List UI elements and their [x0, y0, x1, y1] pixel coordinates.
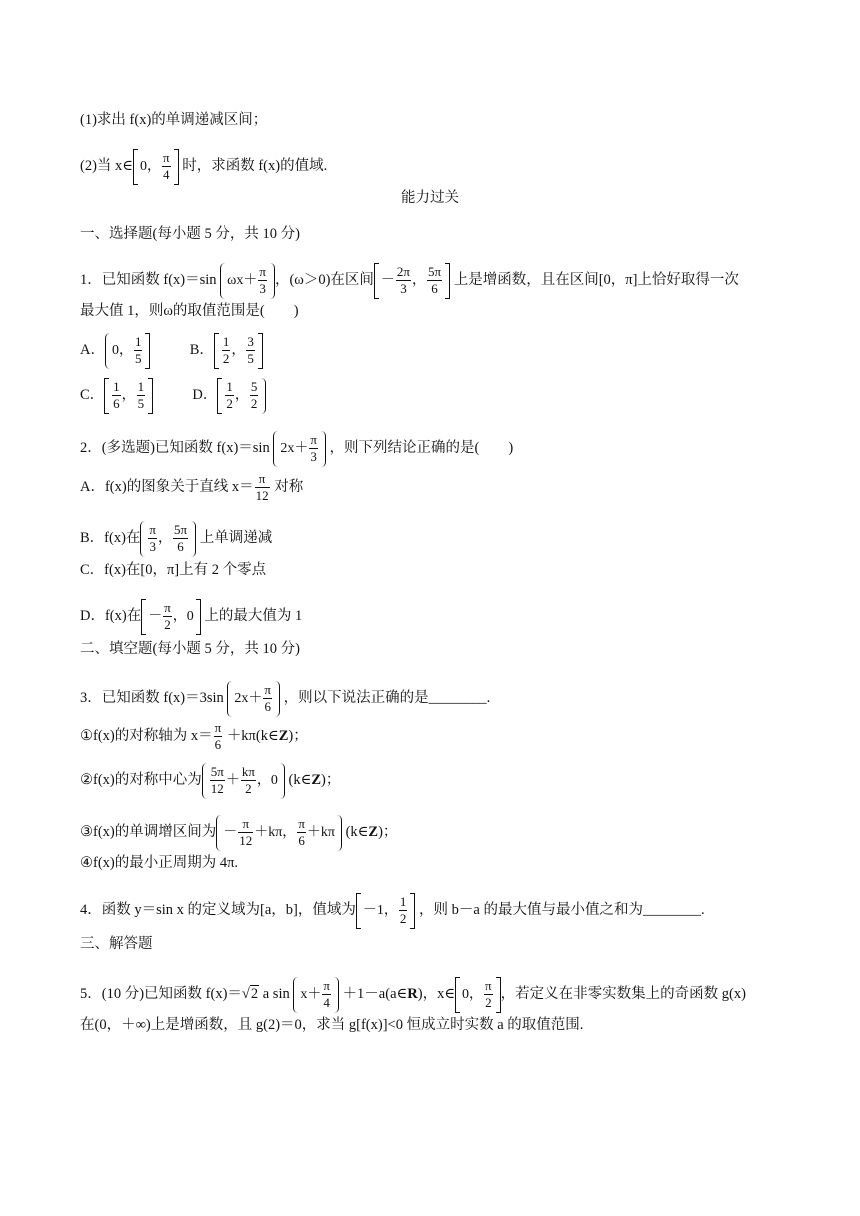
question-1-line-1: 1．已知函数 f(x)＝sin ωx＋ $\frac{\pi}{3}$ ，(ω＞0)在区间 － $\frac{2\pi}{3}$ ， $\frac{5\pi}{6}$ 上是增函数，且在区间[0，π]上恰好取得一次 [80, 260, 780, 301]
option-d: D． $\frac{1}{2}$ ， $\frac{5}{2}$ [192, 387, 266, 403]
question-1-options-cd [80, 375, 780, 416]
option-c: C． $\frac{1}{6}$ ， $\frac{1}{5}$ [80, 387, 153, 403]
sqrt: √2 [241, 986, 259, 1002]
prev-question-part-1: (1)求出 f(x)的单调递减区间； [80, 112, 268, 128]
fraction: $\frac{2\pi}{3}$ [396, 264, 410, 297]
fraction: $\frac{\pi}{4}$ [163, 150, 170, 183]
question-3-item-1: ①f(x)的对称轴为 x＝ $\frac{\pi}{6}$ ＋kπ(k∈Z)； [80, 720, 308, 753]
question-3-item-4: ④f(x)的最小正周期为 4π. [80, 855, 239, 871]
question-3-item-3: ③f(x)的单调增区间为 － $\frac{\pi}{12}$ ＋kπ， $\frac{\pi}{6}$ ＋kπ (k∈Z)； [80, 812, 780, 853]
fraction: $\frac{\pi}{3}$ [259, 264, 266, 297]
section-title: 能力过关 [401, 190, 459, 206]
question-2-option-c: C．f(x)在[0，π]上有 2 个零点 [80, 562, 267, 578]
prev-question-part-2: (2)当 x∈ 0， $\frac{\pi}{4}$ 时，求函数 f(x)的值域. [80, 146, 780, 187]
part2-heading: 二、填空题(每小题 5 分，共 10 分) [80, 641, 300, 657]
question-4: 4．函数 y＝sin x 的定义域为[a，b]，值域为 －1， $\frac{1}{2}$ ，则 b－a 的最大值与最小值之和为________. [80, 890, 780, 931]
question-3-item-2: ②f(x)的对称中心为 $\frac{5\pi}{12}$ ＋ $\frac{k\pi}{2}$ ，0 (k∈Z)； [80, 760, 780, 801]
question-2-stem: 2．(多选题)已知函数 f(x)＝sin 2x＋ $\frac{\pi}{3}$ ，则下列结论正确的是( ) [80, 428, 780, 469]
question-3-stem: 3．已知函数 f(x)＝3sin 2x＋ $\frac{\pi}{6}$ ，则以下说法正确的是________. [80, 678, 780, 719]
interval-bracket: － $\frac{2\pi}{3}$ ， $\frac{5\pi}{6}$ [374, 261, 450, 301]
question-2-option-b: B．f(x)在 $\frac{\pi}{3}$ ， $\frac{5\pi}{6}$ 上单调递减 [80, 518, 780, 559]
question-1-options-ab [80, 330, 780, 371]
part3-heading: 三、解答题 [80, 936, 153, 952]
question-5-line-2: 在(0，＋∞)上是增函数，且 g(2)＝0，求当 g[f(x)]<0 恒成立时实数 a 的取值范围. [80, 1017, 584, 1033]
option-b: B． $\frac{1}{2}$ ， $\frac{3}{5}$ [190, 342, 263, 358]
question-2-option-d: D．f(x)在 － $\frac{\pi}{2}$ ，0 上的最大值为 1 [80, 596, 780, 637]
fraction: $\frac{5\pi}{6}$ [428, 264, 442, 297]
paren-group: ωx＋ $\frac{\pi}{3}$ [220, 261, 275, 301]
question-5-line-1: 5．(10 分)已知函数 f(x)＝√2 a sin x＋ $\frac{\pi}{4}$ ＋1－a(a∈R)，x∈ 0， $\frac{\pi}{2}$ ，若定义在非零实数集上的奇函数 g(x) [80, 974, 780, 1015]
question-1-line-2: 最大值 1，则ω的取值范围是( ) [80, 303, 299, 319]
interval-bracket: 0， $\frac{\pi}{4}$ [133, 147, 179, 187]
question-2-option-a: A．f(x)的图象关于直线 x＝ $\frac{\pi}{12}$ 对称 [80, 471, 304, 504]
part1-heading: 一、选择题(每小题 5 分，共 10 分) [80, 226, 300, 242]
option-a: A． 0， $\frac{1}{5}$ [80, 342, 150, 358]
